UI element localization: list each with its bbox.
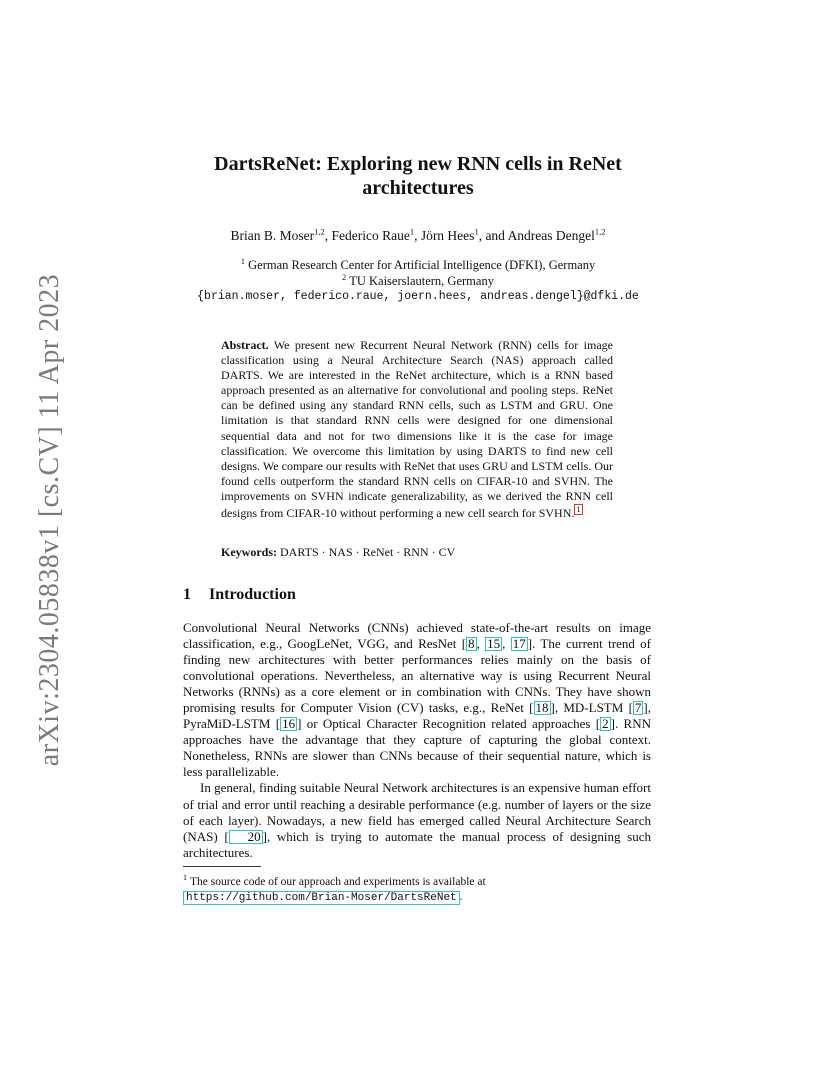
text-run: ], which is trying to automate the manual process of designing such architectures. [183, 828, 651, 860]
text-run: ] or Optical Character Recognition related approaches [ [297, 716, 601, 732]
introduction-body [183, 620, 651, 861]
keywords-label: Keywords: [221, 545, 277, 559]
footnote [183, 870, 653, 906]
section-heading-introduction [183, 586, 296, 604]
text-run: Convolutional Neural Networks (CNNs) achieved state-of-the-art results on image classification, e.g., GoogLeNet, VGG, and ResNet [ [183, 620, 651, 652]
author-separator: , [414, 228, 421, 243]
paper-title [183, 152, 653, 200]
author-affiliation-mark: 1 [409, 226, 415, 237]
author-list [183, 228, 653, 244]
affiliation-number: 2 [342, 271, 347, 282]
text-run: ], MD-LSTM [ [550, 700, 633, 716]
citation-link[interactable]: 2 [602, 716, 609, 732]
section-number: 1 [183, 586, 191, 603]
citation-link[interactable]: 17 [512, 636, 526, 652]
author-name: Jörn Hees [420, 228, 475, 243]
citation-link[interactable]: 15 [487, 636, 501, 652]
keywords-text: DARTS · NAS · ReNet · RNN · CV [280, 545, 456, 559]
author-affiliation-mark: 1 [474, 226, 479, 237]
keywords [221, 545, 613, 560]
text-run: ], PyraMiD-LSTM [ [183, 700, 652, 732]
text-run: ]. RNN approaches have the advantage that they capture of capturing the global context. Nonetheless, RNNs are slower than CNNs because of their sequential nature, which is less parallelizable. [183, 716, 651, 780]
footnote-end: . [459, 890, 463, 903]
citation-link[interactable]: 8 [468, 636, 475, 652]
title-line-2: architectures [362, 177, 474, 199]
footnote-link[interactable]: 1 [576, 504, 581, 515]
affiliation-2 [183, 271, 653, 290]
affiliations [183, 255, 653, 305]
citation-link[interactable]: 20 [229, 830, 263, 844]
text-run: In general, finding suitable Neural Network architectures is an expensive human effort of trial and error until reaching a desirable performance (e.g. number of layers or the size of each layer). Nowadays, a new field has emerged called Neural Architecture Search (NAS) [ [183, 780, 651, 844]
citation-link[interactable]: 16 [282, 716, 296, 732]
footnote-number: 1 [183, 873, 187, 882]
author-affiliation-mark: 1,2 [314, 226, 325, 237]
source-code-link[interactable]: https://github.com/Brian-Moser/DartsReNet [183, 891, 460, 905]
author-affiliation-mark: 1,2 [594, 226, 606, 237]
text-run: ]. The current trend of finding new architectures with better performances relies mainly on the basis of convolutional operations. Nevertheless, an alternative way is using Recurrent Neural Networks (RNNs) as a core element or in combination with CNNs. They have shown promising results for Computer Vision (CV) tasks, e.g., ReNet [ [183, 636, 652, 716]
citation-link[interactable]: 7 [634, 700, 642, 716]
affiliation-1 [183, 255, 653, 274]
affiliation-number: 1 [240, 255, 246, 266]
author-name: Brian B. Moser [230, 228, 315, 243]
author-separator-and: , and [478, 228, 508, 243]
author-emails: {brian.moser, federico.raue, joern.hees, andreas.dengel}@dfki.de [197, 290, 639, 303]
section-title: Introduction [209, 586, 296, 603]
author-name: Andreas Dengel [507, 228, 595, 243]
author-name: Federico Raue [331, 228, 410, 243]
paragraph [183, 780, 651, 860]
footnote-rule [183, 866, 261, 867]
abstract-text: We present new Recurrent Neural Network (RNN) cells for image classification using a Neural Architecture Search (NAS) approach called DARTS. We are interested in the ReNet architecture, which is a RNN based approach presented as an alternative for convolutional and pooling steps. ReNet can be defined using any standard RNN cells, such as LSTM and GRU. One limitation is that standard RNN cells were designed for one dimensional sequential data and not for two dimensions like it is the case for image classification. We overcome this limitation by using DARTS to find new cell designs. We compare our results with ReNet that uses GRU and LSTM cells. Our found cells outperform the standard RNN cells on CIFAR-10 and SVHN. The improvements on SVHN indicate generalizability, as we derived the RNN cell designs from CIFAR-10 without performing a new cell search for SVHN. [221, 338, 613, 521]
title-line-1: DartsReNet: Exploring new RNN cells in ReNet [214, 153, 622, 175]
paragraph: Convolutional Neural Networks (CNNs) achieved state-of-the-art results on image classification, e.g., GoogLeNet, VGG, and ResNet [ 8 , 15 , 17 ]. The current trend of finding new architectures with better performances relies mainly on the basis of convolutional operations. Nevertheless, an alternative way is using Recurrent Neural Networks (RNNs) as a core element or in combination with CNNs. They have shown promising results for Computer Vision (CV) tasks, e.g., ReNet [ 18 ], MD-LSTM [ 7 ], PyraMiD-LSTM [ 16 ] or Optical Character Recognition related approaches [ 2 ]. RNN approaches have the advantage that they capture of capturing the global context. Nonetheless, RNNs are slower than CNNs because of their sequential nature, which is less parallelizable. [183, 620, 652, 780]
affiliation-text: TU Kaiserslautern, Germany [349, 273, 494, 288]
abstract-label: Abstract. [221, 338, 269, 352]
author-separator: , [324, 228, 332, 243]
citation-link[interactable]: 18 [535, 700, 549, 716]
abstract [221, 338, 613, 521]
affiliation-text: German Research Center for Artificial Intelligence (DFKI), Germany [248, 258, 596, 272]
footnote-text: The source code of our approach and experiments is available at [190, 875, 486, 888]
arxiv-identifier-stamp: arXiv:2304.05838v1 [cs.CV] 11 Apr 2023 [34, 273, 65, 767]
